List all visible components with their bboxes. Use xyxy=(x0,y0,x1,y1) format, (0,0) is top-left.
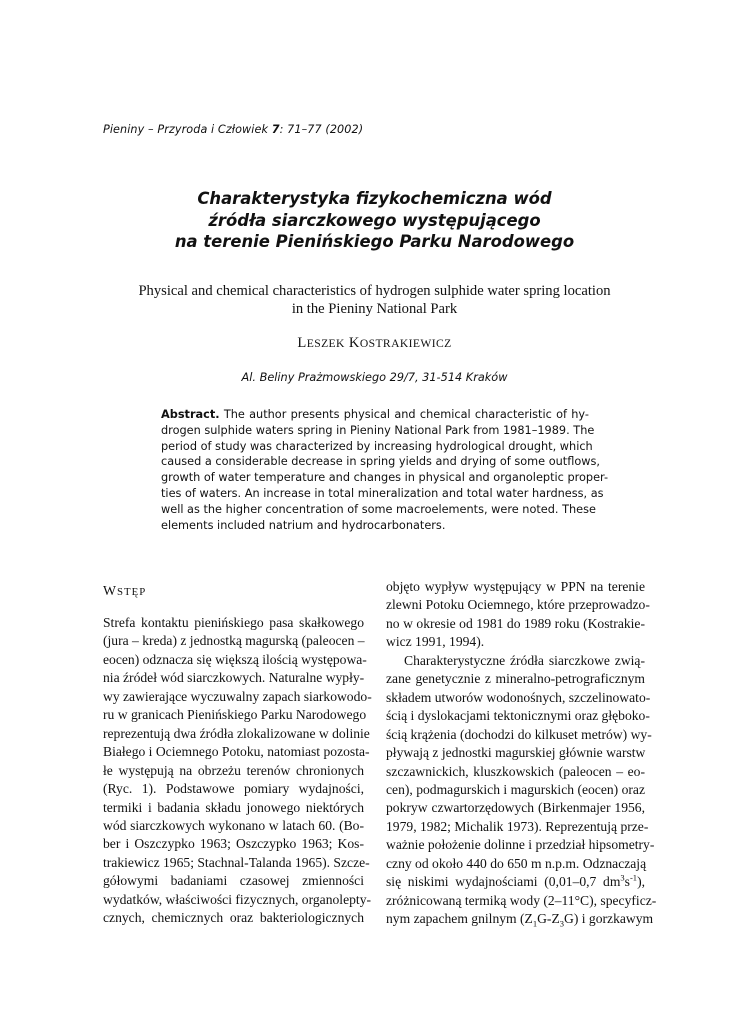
body-line: Charakterystyczne źródła siarczkowe zwią- xyxy=(404,652,645,668)
english-title xyxy=(110,283,639,318)
body-line: (jura – kreda) z jednostką magurską (paleocen – xyxy=(103,633,365,649)
body-line: (Ryc. 1). Podstawowe pomiary wydajności, xyxy=(103,781,364,797)
journal-volume: 7 xyxy=(271,123,280,136)
author-first-rest: ESZEK xyxy=(306,337,345,350)
journal-pages-year: : 71–77 (2002) xyxy=(279,123,364,136)
yield-text: się niskimi wydajnościami (0,01–0,7 dm xyxy=(386,874,621,890)
body-line: Białego i Ociemnego Potoku, natomiast pozosta- xyxy=(103,744,370,760)
body-line: objęto wypływ występujący w PPN na terenie xyxy=(386,579,645,594)
journal-citation xyxy=(103,123,363,136)
section-heading xyxy=(103,583,146,599)
body-line: cen), podmagurskich i magurskich (eocen) oraz xyxy=(386,781,645,797)
body-line: pokryw czwartorzędowych (Birkenmajer 1956, xyxy=(386,800,645,816)
body-line: nia źródeł wód siarczkowych. Naturalne wypły- xyxy=(103,670,365,686)
abstract-line-text: The author presents physical and chemical characteristic of hy- xyxy=(219,408,589,421)
body-line: gółowymi badaniami czasowej zmienności xyxy=(103,873,364,889)
abstract-line: elements included natrium and hydrocarbonaters. xyxy=(161,518,446,532)
yield-close: ), xyxy=(637,874,645,890)
body-line: szczawnickich, kluszkowskich (paleocen – eo- xyxy=(386,763,645,779)
smell-subscript: 3 xyxy=(559,918,564,929)
left-column xyxy=(103,614,372,928)
body-line: ważnie położenie dolinne i przedział hipsometry- xyxy=(386,837,655,853)
body-line: ścią krążenia (dochodzi do kilkuset metrów) wy- xyxy=(386,726,652,742)
yield-superscript: -1 xyxy=(629,872,638,883)
body-line: zane genetycznie z mineralno-petrograficznym xyxy=(386,671,645,687)
body-line: łe występują na obrzeżu terenów chronionych xyxy=(103,762,364,778)
author-last-initial: K xyxy=(348,335,360,351)
body-line: wód siarczkowych wykonano w latach 60. (Bo- xyxy=(103,817,364,833)
author-last-rest: OSTRAKIEWICZ xyxy=(359,337,452,350)
yield-unit: s xyxy=(624,874,630,890)
body-line: eocen) odznacza się większą ilością występowa- xyxy=(103,651,367,667)
abstract-line: growth of water temperature and changes in physical and organoleptic proper- xyxy=(161,471,609,485)
body-line: wydatków, właściwości fizycznych, organolepty- xyxy=(103,891,372,907)
polish-title-line: na terenie Pienińskiego Parku Narodowego xyxy=(174,232,575,251)
body-line: 1979, 1982; Michalik 1973). Reprezentują prze- xyxy=(386,818,649,834)
body-line: wy zawierające wyczuwalny zapach siarkowodo- xyxy=(103,688,372,704)
smell-text: nym zapachem gnilnym (Z xyxy=(386,911,533,927)
abstract-line: ties of waters. An increase in total mineralization and total water hardness, as xyxy=(161,486,604,500)
body-line: reprezentują dwa źródła zlokalizowane w dolinie xyxy=(103,725,370,741)
abstract-line: well as the higher concentration of some macroelements, were noted. These xyxy=(161,502,596,516)
body-line: ber i Oszczypko 1963; Oszczypko 1963; Kos- xyxy=(103,836,364,852)
polish-title xyxy=(120,188,629,253)
english-title-line: in the Pieniny National Park xyxy=(291,300,458,317)
body-line: składem utworów wodonośnych, szczelinowato- xyxy=(386,689,651,705)
english-title-line: Physical and chemical characteristics of hydrogen sulphide water spring location xyxy=(138,283,611,299)
abstract xyxy=(161,407,609,533)
body-line: zlewni Potoku Ociemnego, które przeprowadzo- xyxy=(386,597,650,613)
right-column xyxy=(386,578,657,929)
body-line xyxy=(386,873,645,891)
abstract-label: Abstract. xyxy=(161,408,220,421)
yield-superscript: 3 xyxy=(620,872,625,883)
body-line: zróżnicowaną termiką wody (2–11°C), specyficz- xyxy=(386,892,657,908)
journal-name: Pieniny – Przyroda i Człowiek xyxy=(103,123,269,136)
body-line: ru w granicach Pienińskiego Parku Narodowego xyxy=(103,707,367,723)
section-heading-rest: STĘP xyxy=(117,586,147,598)
body-line: Strefa kontaktu pienińskiego pasa skałkowego xyxy=(103,615,364,630)
author-name xyxy=(110,335,639,352)
author-affiliation: Al. Beliny Prażmowskiego 29/7, 31-514 Kraków xyxy=(241,371,508,384)
body-line: wicz 1991, 1994). xyxy=(386,634,485,650)
abstract-line: caused a considerable decrease in spring yields and drying of some outflows, xyxy=(161,455,600,469)
body-line: termiki i badania składu jonowego niektórych xyxy=(103,799,364,815)
section-heading-initial: W xyxy=(103,583,118,598)
abstract-line: period of study was characterized by increasing hydrological drought, which xyxy=(161,439,593,453)
body-line xyxy=(386,910,654,929)
body-line: ścią i dyslokacjami tektonicznymi oraz głęboko- xyxy=(386,708,650,724)
body-line: trakiewicz 1965; Stachnal-Talanda 1965). Szcze- xyxy=(103,854,370,870)
polish-title-line: Charakterystyka fizykochemiczna wód xyxy=(197,189,552,208)
abstract-line xyxy=(161,407,589,423)
abstract-line: drogen sulphide waters spring in Pieniny National Park from 1981–1989. The xyxy=(161,423,595,437)
body-line: pływają z jednostki magurskiej głównie warstw xyxy=(386,745,646,761)
body-line: cznych, chemicznych oraz bakteriologicznych xyxy=(103,910,364,926)
polish-title-line: źródła siarczkowego występującego xyxy=(208,210,541,230)
smell-text: G-Z xyxy=(537,911,560,927)
author-first-initial: L xyxy=(297,335,307,351)
smell-subscript: 1 xyxy=(532,918,538,929)
body-line: czny od około 440 do 650 m n.p.m. Odznaczają xyxy=(386,855,647,871)
smell-text: G) i gorzkawym xyxy=(564,911,654,927)
body-line: no w okresie od 1981 do 1989 roku (Kostrakie- xyxy=(386,615,645,631)
